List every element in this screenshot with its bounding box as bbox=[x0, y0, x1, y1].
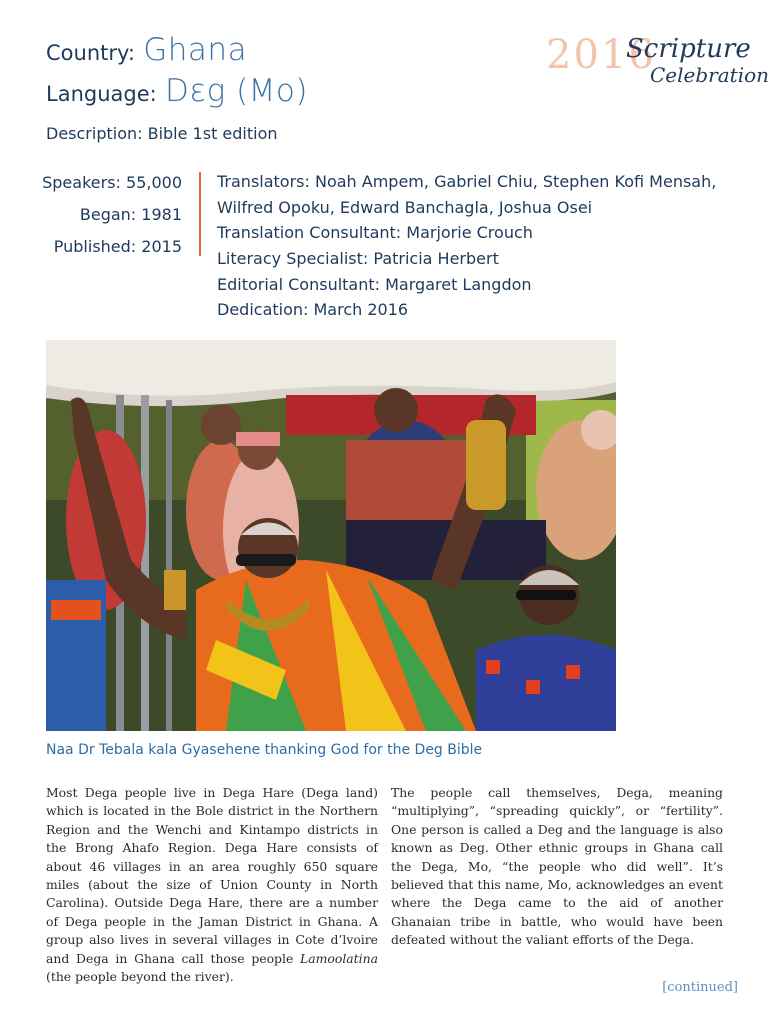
stat-label: Speakers: bbox=[42, 173, 121, 192]
credit-translators-cont: Wilfred Opoku, Edward Banchagla, Joshua Osei bbox=[217, 197, 593, 217]
logo-word-scripture: Scripture bbox=[626, 34, 751, 64]
logo-word-celebration: Celebration bbox=[650, 63, 770, 87]
country-line bbox=[46, 32, 247, 68]
photo-caption: Naa Dr Tebala kala Gyasehene thanking God for the Deg Bible bbox=[46, 742, 483, 758]
stat-published bbox=[30, 234, 182, 266]
logo-year: 2016 bbox=[546, 32, 656, 78]
stat-value: 1981 bbox=[141, 205, 182, 224]
credit-dedication: Dedication: March 2016 bbox=[217, 300, 409, 320]
stat-label: Began: bbox=[79, 205, 137, 224]
language-label: Language: bbox=[46, 82, 157, 106]
stats-list bbox=[30, 170, 182, 266]
body-left-text-end: (the people beyond the river). bbox=[46, 969, 234, 985]
credit-translators: Translators: Noah Ampem, Gabriel Chiu, Stephen Kofi Mensah, bbox=[217, 172, 717, 191]
celebration-photo bbox=[46, 340, 616, 731]
language-value: Dɛg (Mo) bbox=[164, 73, 308, 109]
stat-label: Published: bbox=[53, 237, 137, 256]
stats-divider bbox=[199, 172, 201, 256]
body-left-italic: Lamoolatina bbox=[300, 950, 378, 966]
continued-link[interactable]: [continued] bbox=[662, 980, 738, 995]
scripture-celebration-logo bbox=[540, 30, 770, 90]
body-column-right: The people call themselves, Dega, meaning “multiplying”, “spreading quickly”, or “fertility”. One person is called a Deg and the language is also known as Deg. Other ethnic groups in Ghana call the Dega, Mo, “the people who did well”. It’s believed that this name, Mo, acknowledges an event where the Dega came to the aid of another Ghanaian tribe in battle, who would have been defeated without the valiant efforts of the Dega. bbox=[391, 785, 723, 948]
description: Description: Bible 1st edition bbox=[46, 124, 278, 143]
credit-translation-consultant: Translation Consultant: Marjorie Crouch bbox=[217, 223, 533, 243]
language-line bbox=[46, 73, 308, 109]
country-label: Country: bbox=[46, 41, 135, 65]
stat-speakers bbox=[30, 170, 182, 202]
stat-value: 2015 bbox=[141, 237, 182, 256]
stat-began bbox=[30, 202, 182, 234]
country-value: Ghana bbox=[143, 32, 248, 68]
credit-literacy-specialist: Literacy Specialist: Patricia Herbert bbox=[217, 249, 499, 269]
credits-list bbox=[217, 170, 716, 324]
stat-value: 55,000 bbox=[126, 173, 182, 192]
body-column-left bbox=[46, 784, 378, 986]
body-left-text: Most Dega people live in Dega Hare (Dega land) which is located in the Bole district in the Northern Region and the Wenchi and Kintampo districts in the Brong Ahafo Region. Dega Hare consists of about 46 villages in an area roughly 650 square miles (about the size of Union County in North Carolina). Outside Dega Hare, there are a number of Dega people in the Jaman District in Ghana. A group also lives in several villages in Cote d’lvoire and Dega in Ghana call those people bbox=[46, 785, 378, 966]
credit-editorial-consultant: Editorial Consultant: Margaret Langdon bbox=[217, 274, 532, 294]
